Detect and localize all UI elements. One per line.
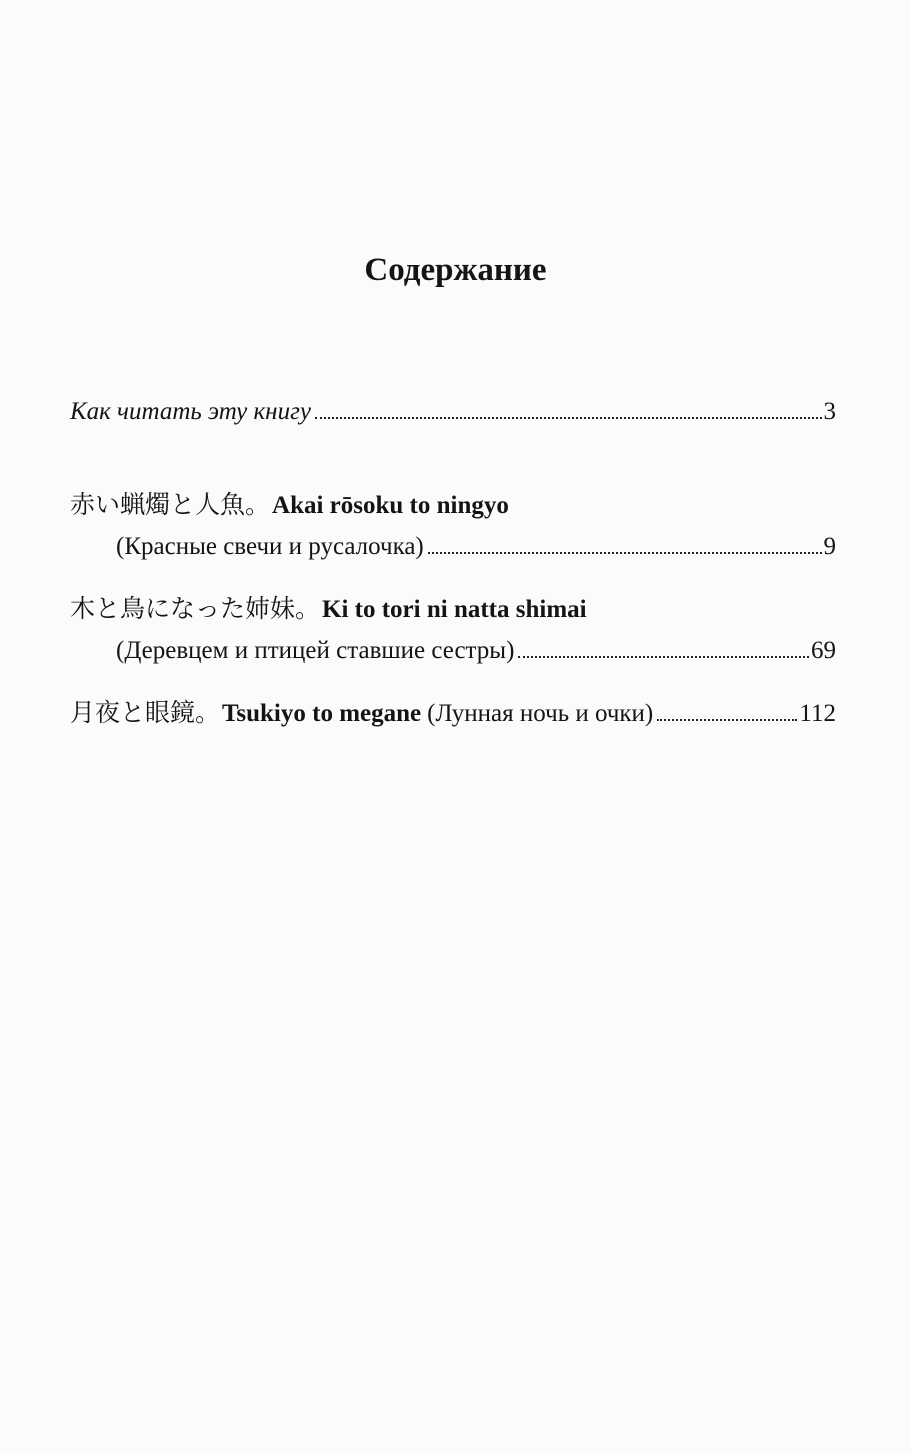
romaji-title: Akai rōsoku to ningyo — [272, 492, 509, 519]
dot-leader — [657, 719, 797, 721]
toc-entry-akai-rosoku[interactable] — [70, 485, 836, 561]
japanese-title: 赤い蝋燭と人魚。 — [70, 490, 271, 519]
romaji-title: Tsukiyo to megane — [222, 700, 422, 727]
page-number: 3 — [823, 398, 836, 425]
page-title: Содержание — [364, 252, 547, 288]
russian-title: (Лунная ночь и очки) — [427, 700, 654, 727]
russian-title: (Красные свечи и русалочка) — [116, 533, 424, 560]
toc-entry-how-to-read[interactable] — [70, 398, 836, 426]
toc-entry-ki-to-tori[interactable] — [70, 589, 836, 665]
dot-leader — [428, 552, 822, 554]
dot-leader — [518, 656, 809, 658]
page-number: 112 — [799, 700, 836, 727]
japanese-title: 木と鳥になった姉妹。 — [70, 594, 321, 623]
russian-title: (Деревцем и птицей ставшие сестры) — [116, 637, 515, 664]
dot-leader — [315, 417, 822, 419]
page-number: 69 — [811, 637, 836, 664]
page-number: 9 — [823, 533, 836, 560]
romaji-title: Ki to tori ni natta shimai — [322, 596, 587, 623]
toc-entry-tsukiyo[interactable] — [70, 693, 836, 729]
japanese-title: 月夜と眼鏡。 — [70, 698, 221, 727]
toc-entry-title: Как читать эту книгу — [70, 398, 311, 425]
